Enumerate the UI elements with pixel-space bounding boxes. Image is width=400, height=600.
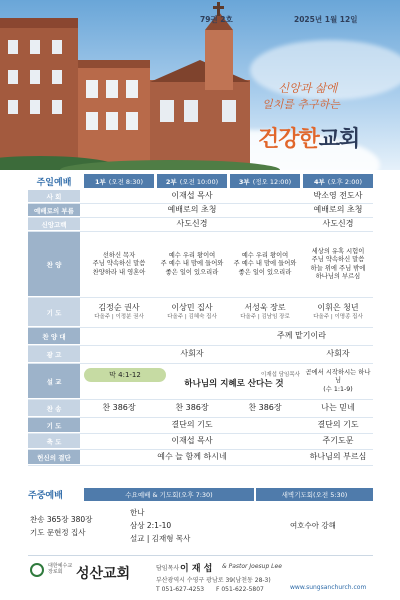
weekday-title: 주중예배 — [28, 491, 63, 501]
hymns-s3: 예수 우리 왕이여 주 예수 내 맘에 들어와 좋은 일이 있으리라 — [233, 251, 297, 276]
row-closing-prayer — [28, 418, 373, 434]
creed-s4: 사도신경 — [322, 219, 354, 229]
row-label: 축 도 — [28, 434, 80, 449]
weekday-preacher: 설교 | 김재형 목사 — [130, 534, 191, 543]
sermon-s4: 곧에서 시작하시는 하나님 (수 1:1-9) — [305, 368, 371, 393]
service-header-3: 3부 (정오 12:00) — [230, 174, 300, 188]
church-logo-icon — [30, 563, 44, 577]
closing-main: 결단의 기도 — [171, 420, 213, 430]
prayer-s4: 이휘은 청년 다올주 | 이명종 집사 — [313, 303, 363, 321]
dawn-series: 여호수아 강해 — [290, 521, 336, 530]
row-label: 기 도 — [28, 418, 80, 433]
weekday-hymn-title: 한나 — [130, 508, 145, 517]
sermon-title-block: 이재섭 담임목사 하나님의 지혜로 산다는 것 — [184, 372, 300, 390]
row-dedication — [28, 450, 373, 466]
row-sermon — [28, 364, 373, 400]
presider-main: 이재섭 목사 — [171, 191, 213, 201]
dedication-s4: 하나님의 부르심 — [309, 452, 367, 462]
pastor-name: 이 재 섭 — [180, 564, 213, 574]
row-label: 광 고 — [28, 346, 80, 363]
row-label: 찬 양 — [28, 232, 80, 297]
row-label: 찬 양 대 — [28, 328, 80, 345]
closing-s4: 결단의 기도 — [317, 420, 359, 430]
row-label: 예배로의 부름 — [28, 204, 80, 217]
hero-banner — [0, 0, 400, 170]
hymnno-s2: 찬 386장 — [175, 403, 209, 413]
service-header-2: 2부 (오전 10:00) — [157, 174, 227, 188]
pastor-english: & Pastor Joesup Lee — [222, 563, 282, 570]
call-main: 예배로의 초청 — [167, 205, 217, 215]
call-s4: 예배로의 초청 — [313, 205, 363, 215]
volume-number: 79권 2호 — [200, 15, 233, 24]
prayer-s1: 김정순 권사 다올주 | 이정분 권사 — [94, 303, 144, 321]
row-label: 설 교 — [28, 364, 80, 399]
pastor-label: 담임목사 — [156, 565, 180, 572]
presider-s4: 박소영 전도사 — [313, 191, 363, 201]
slogan-line-1: 신앙과 삶에 — [278, 81, 338, 95]
row-special — [28, 328, 373, 346]
row-blessing — [28, 434, 373, 450]
sunday-title: 주일예배 — [36, 177, 72, 188]
notices-main: 사회자 — [180, 349, 204, 359]
website-link[interactable]: www.sungsanchurch.com — [290, 584, 367, 591]
hymns-s1: 선하신 목자 주님 약속하신 말씀 찬양하라 내 영혼아 — [92, 251, 146, 276]
hymns-s4: 세상의 유혹 시험이 주님 약속하신 말씀 하늘 위에 주님 밖에 하나님의 부르심 — [310, 247, 366, 280]
special-main: 주께 맡기이라 — [277, 331, 326, 341]
slogan-main-a: 건강한 — [258, 126, 319, 152]
row-hymn-number — [28, 400, 373, 418]
dawn-header: 새벽기도회(오전 5:30) — [256, 488, 373, 501]
row-prayer — [28, 298, 373, 328]
slogan-line-2: 일치를 추구하는 — [262, 98, 340, 111]
row-creed — [28, 218, 373, 232]
hymns-s2: 예수 우리 왕이여 주 예수 내 맘에 들어와 좋은 일이 있으리라 — [160, 251, 224, 276]
row-presider — [28, 190, 373, 204]
row-label: 기 도 — [28, 298, 80, 327]
hymnno-s4: 나는 믿네 — [321, 403, 355, 413]
hymnno-s1: 찬 386장 — [102, 403, 136, 413]
fax: F 051-622-5807 — [216, 586, 264, 593]
service-header-1: 1부 (오전 8:30) — [84, 174, 154, 188]
table-header-row — [28, 174, 373, 188]
slogan-main — [258, 122, 359, 153]
issue-date: 2025년 1월 12일 — [294, 15, 358, 24]
row-label: 사 회 — [28, 190, 80, 203]
slogan-main-b: 교회 — [318, 126, 360, 152]
row-label: 헌신의 결단 — [28, 450, 80, 465]
notices-s4: 사회자 — [326, 349, 350, 359]
weekday-hymn: 찬송 365장 380장 — [30, 515, 93, 524]
row-label: 찬 송 — [28, 400, 80, 417]
denomination: 대한예수교 장로회 — [48, 563, 73, 575]
church-name: 성산교회 — [76, 566, 131, 582]
footer-divider — [28, 555, 373, 556]
prayer-s2: 이상민 집사 다올주 | 김혜숙 집사 — [167, 303, 217, 321]
scripture-pill: 막 4:1-12 — [84, 368, 166, 382]
address: 부산광역시 수영구 광남로 39(남천동 28-3) — [156, 577, 271, 584]
blessing-s4: 주기도문 — [322, 436, 354, 446]
row-hymns — [28, 232, 373, 298]
hymnno-s3: 찬 386장 — [248, 403, 282, 413]
prayer-s3: 서성욱 장로 다올주 | 김남임 장로 — [240, 303, 290, 321]
row-call — [28, 204, 373, 218]
weekday-prayer: 기도 문현정 집사 — [30, 528, 86, 537]
creed-main: 사도신경 — [176, 219, 208, 229]
dedication-main: 예수 늘 함께 하시네 — [157, 452, 227, 462]
row-notices — [28, 346, 373, 364]
row-label: 신앙고백 — [28, 218, 80, 231]
blessing-main: 이재섭 목사 — [171, 436, 213, 446]
phone: T 051-627-4253 — [156, 586, 205, 593]
wednesday-header: 수요예배 & 기도회(오후 7:30) — [84, 488, 254, 501]
weekday-scripture: 삼상 2:1-10 — [130, 521, 172, 530]
service-header-4: 4부 (오후 2:00) — [303, 174, 373, 188]
